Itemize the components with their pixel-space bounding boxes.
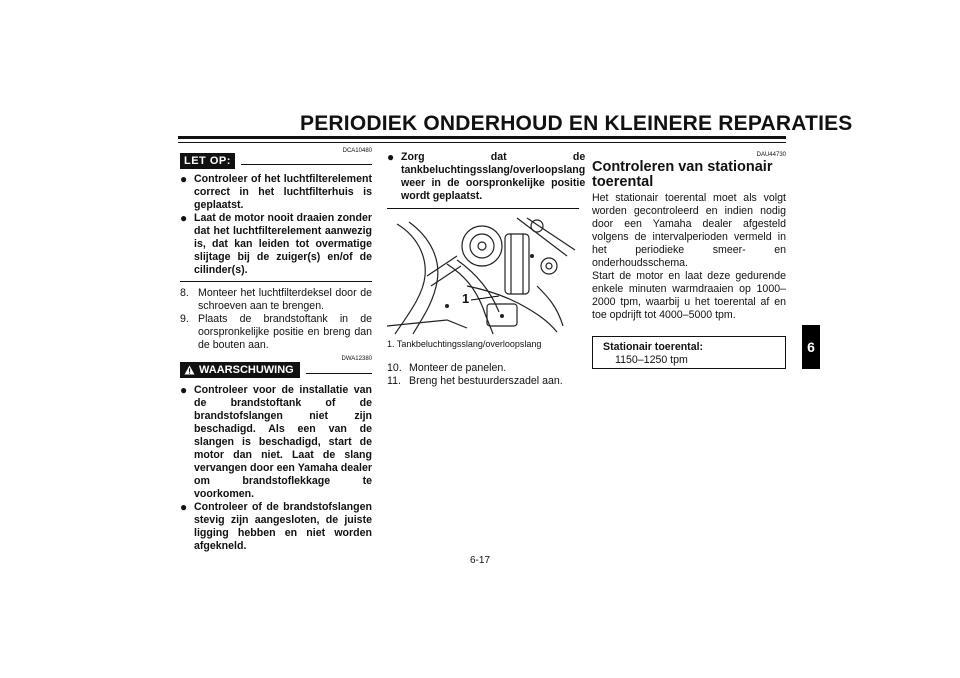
notice-bullet: ● Controleer of het luchtfilterelement correct in het luchtfilterhuis is geplaatst. <box>180 172 372 211</box>
header-rule-thick <box>178 136 786 139</box>
notice-end-rule <box>180 281 372 282</box>
step-item: 8. Monteer het luchtfilterdeksel door de schroeven aan te brengen. <box>180 287 372 312</box>
spec-value: 1150–1250 tpm <box>615 354 688 366</box>
step-item: 11. Breng het bestuurderszadel aan. <box>387 375 563 387</box>
notice-rule <box>241 164 372 165</box>
page-number: 6-17 <box>469 555 490 566</box>
page-header-title: PERIODIEK ONDERHOUD EN KLEINERE REPARATIES <box>300 112 853 135</box>
warning-bullet: ● Controleer voor de installatie van de brandstoftank of de brandstofslangen niet zijn beschadigd. Als een van de slangen is beschadigd, start de motor dan niet. Laat de slang vervangen door een Yamaha dealer om brandstoflekkage te voorkomen. <box>180 383 372 500</box>
warning-label: WAARSCHUWING <box>199 364 294 376</box>
notice-bullet: ● Laat de motor nooit draaien zonder dat het luchtfilterelement aanwezig is, dat kan leiden tot overmatige slijtage bij de zuiger(s) en/of de cilinder(s). <box>180 211 372 276</box>
spec-box <box>592 336 786 369</box>
warning-label-box <box>180 362 300 378</box>
step-item: 10. Monteer de panelen. <box>387 362 507 374</box>
section-code: DAU44730 <box>756 152 786 158</box>
warning-header <box>180 362 372 378</box>
middle-bullet: ● Zorg dat de tankbeluchtingsslang/overloopslang weer in de oorspronkelijke positie wordt geplaatst. <box>387 150 586 202</box>
notice-label: LET OP: <box>180 153 235 169</box>
warning-bullets <box>180 384 372 553</box>
figure-image <box>387 216 579 336</box>
warning-rule <box>306 373 372 374</box>
warning-bullet: ● Controleer of de brandstofslangen stevig zijn aangesloten, de juiste ligging hebben en niet worden afgekneld. <box>180 500 372 552</box>
warning-code: DWA12380 <box>341 356 372 362</box>
spec-label: Stationair toerental: <box>603 341 704 353</box>
left-column <box>180 148 372 553</box>
engine-illustration <box>387 216 579 336</box>
warning-triangle-icon <box>184 365 195 375</box>
middle-steps <box>387 362 579 388</box>
header-rule-thin <box>178 142 786 143</box>
middle-column <box>387 150 586 388</box>
notice-code: DCA10480 <box>342 148 372 154</box>
right-column <box>592 152 786 369</box>
figure-caption: 1. Tankbeluchtingsslang/overloopslang <box>387 339 542 349</box>
middle-bullet-rule <box>387 208 579 209</box>
section-paragraph: Het stationair toerental moet als volgt worden gecontroleerd en indien nodig door een Yamaha dealer afgesteld volgens de intervalperioden vermeld in het periodieke smeer- en onderhoudsschema. <box>592 192 786 269</box>
chapter-tab: 6 <box>802 325 820 369</box>
section-paragraph: Start de motor en laat deze gedurende enkele minuten warmdraaien op 1000–2000 tpm, waarbij u het toerental af en toe opdrijft tot 4000–5000 tpm. <box>592 270 786 321</box>
section-heading: Controleren van stationair toerental <box>592 159 773 190</box>
notice-bullets <box>180 173 372 277</box>
notice-header <box>180 153 372 169</box>
figure-callout: 1 <box>462 291 470 306</box>
steps-list <box>180 287 372 352</box>
step-item: 9. Plaats de brandstoftank in de oorspronkelijke positie en breng dan de bouten aan. <box>180 313 372 351</box>
